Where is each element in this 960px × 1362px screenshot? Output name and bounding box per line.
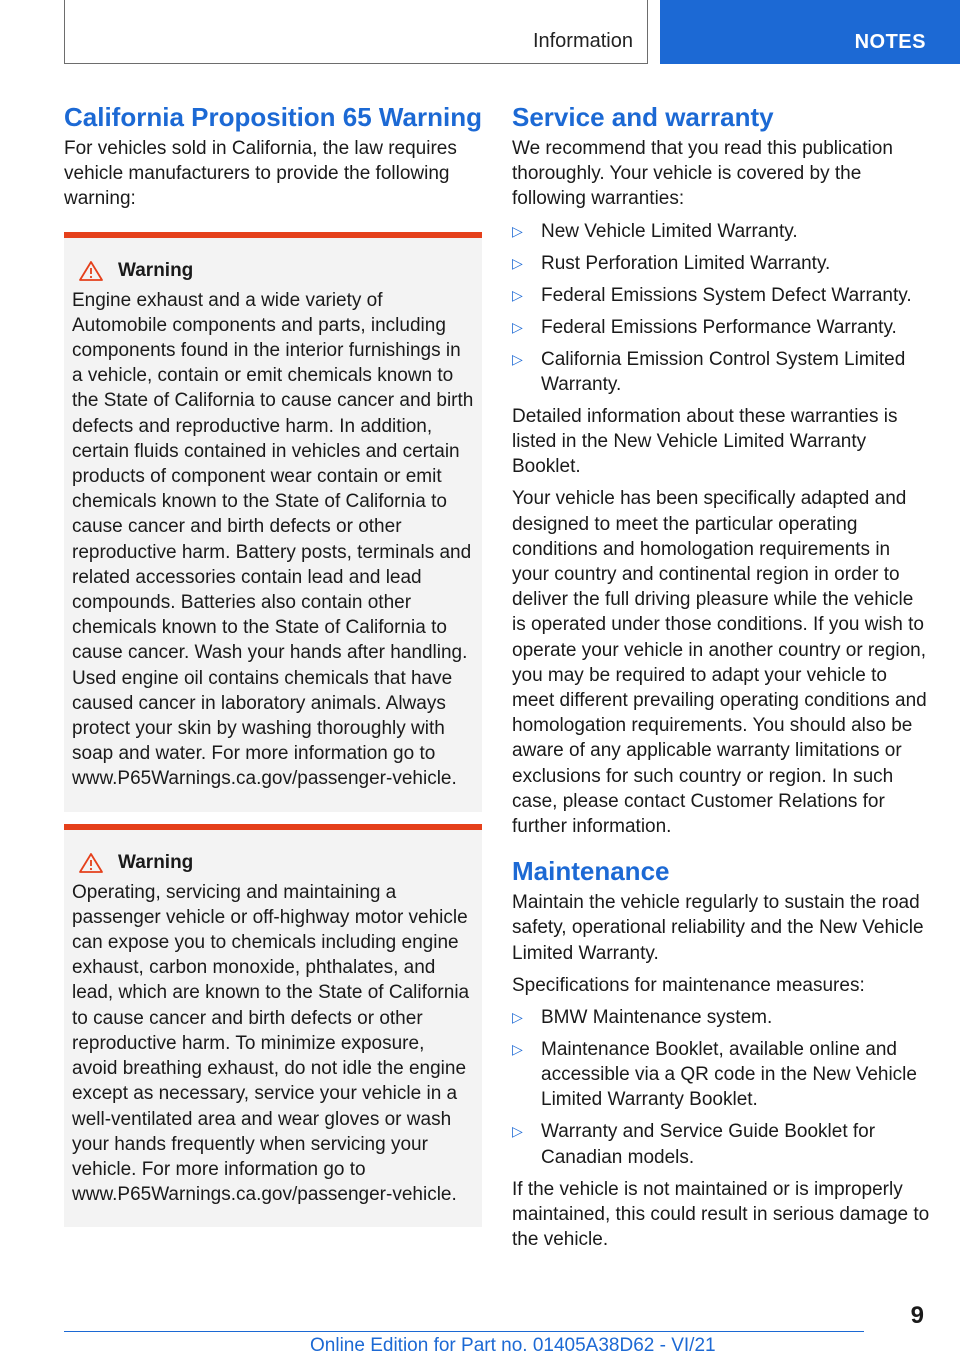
list-item-text: New Vehicle Limited Warranty.	[541, 220, 798, 242]
triangle-right-icon: ▷	[512, 254, 523, 271]
triangle-right-icon: ▷	[512, 1009, 523, 1026]
list-item	[512, 1119, 932, 1169]
maintenance-list	[512, 1005, 932, 1170]
header-section-title: Information	[532, 30, 633, 52]
prop65-intro: For vehicles sold in California, the law requires vehicle manufacturers to provide the following warning:	[64, 138, 457, 210]
service-details-paragraph: Detailed information about these warranties is listed in the New Vehicle Limited Warranty Booklet.	[512, 405, 898, 478]
triangle-right-icon: ▷	[512, 222, 523, 239]
list-item-text: Federal Emissions System Defect Warranty.	[541, 284, 912, 306]
page-number: 9	[910, 1302, 924, 1329]
warning-label: Warning	[118, 259, 194, 281]
left-column	[64, 103, 482, 1227]
triangle-right-icon: ▷	[512, 1041, 523, 1058]
header-section-box	[64, 0, 648, 64]
warning-header	[72, 852, 474, 874]
right-column	[512, 103, 932, 1259]
prop65-title: California Proposition 65 Warning	[64, 102, 482, 132]
service-intro: We recommend that you read this publication thoroughly. Your vehicle is covered by the following warranties:	[512, 138, 893, 210]
footer-divider	[64, 1331, 864, 1332]
triangle-right-icon: ▷	[512, 318, 523, 335]
list-item	[512, 251, 932, 276]
list-item-text: California Emission Control System Limited Warranty.	[541, 348, 906, 395]
warning-triangle-icon	[78, 260, 104, 282]
warning-text: Engine exhaust and a wide variety of Automobile components and parts, including components found in the interior furnishings in a vehicle, contain or emit chemicals known to the State of California to cause cancer and birth defects and reproductive harm. In addition, certain fluids contained in vehicles and certain products of component wear contain or emit chemicals known to the State of California to cause cancer and birth defects or other reproductive harm. Battery posts, terminals and related accessories contain lead and lead compounds. Batteries also contain other chemicals known to the State of California to cause cancer. Wash your hands after handling. Used engine oil contains chemicals that have caused cancer in laboratory animals. Always protect your skin by washing thoroughly with soap and water. For more information go to www.P65Warnings.ca.gov/passenger-vehicle.	[72, 289, 474, 790]
list-item	[512, 283, 932, 308]
service-adaptation-paragraph: Your vehicle has been specifically adapted and designed to meet the particular operating conditions and homologation requirements in your country and continental region in order to deliver the full driving pleasure while the vehicle is operated under those conditions. If you wish to operate your vehicle in another country or region, you may be required to adapt your vehicle to meet different prevailing operating conditions and homologation requirements. You should also be aware of any applicable warranty limitations or exclusions for such country or region. In such case, please contact Customer Relations for further information.	[512, 488, 927, 838]
list-item-text: Warranty and Service Guide Booklet for Canadian models.	[541, 1121, 876, 1168]
triangle-right-icon: ▷	[512, 1123, 523, 1140]
maintenance-intro: Maintain the vehicle regularly to sustain the road safety, operational reliability and the New Vehicle Limited Warranty.	[512, 892, 924, 964]
list-item	[512, 1005, 932, 1030]
list-item-text: BMW Maintenance system.	[541, 1007, 773, 1029]
maintenance-spec: Specifications for maintenance measures:	[512, 974, 865, 996]
warning-triangle-icon	[78, 852, 104, 874]
triangle-right-icon: ▷	[512, 286, 523, 303]
triangle-right-icon: ▷	[512, 350, 523, 367]
footer-edition: Online Edition for Part no. 01405A38D62 - VI/21	[310, 1335, 716, 1356]
service-title: Service and warranty	[512, 102, 774, 132]
maintenance-outro: If the vehicle is not maintained or is improperly maintained, this could result in serious damage to the vehicle.	[512, 1178, 930, 1251]
list-item-text: Maintenance Booklet, available online and accessible via a QR code in the New Vehicle Limited Warranty Booklet.	[541, 1039, 917, 1111]
list-item-text: Rust Perforation Limited Warranty.	[541, 252, 831, 274]
list-item-text: Federal Emissions Performance Warranty.	[541, 316, 897, 338]
warning-text: Operating, servicing and maintaining a passenger vehicle or off-highway motor vehicle can expose you to chemicals including engine exhaust, carbon monoxide, phthalates, and lead, which are known to the State of California to cause cancer and birth defects or other reproductive harm. To minimize exposure, avoid breathing exhaust, do not idle the engine except as necessary, service your vehicle in a well-ventilated area and wear gloves or wash your hands frequently when servicing your vehicle. For more information go to www.P65Warnings.ca.gov/passenger-vehicle.	[72, 881, 470, 1206]
header-chapter-tab	[660, 0, 960, 64]
list-item	[512, 315, 932, 340]
maintenance-title: Maintenance	[512, 856, 670, 887]
list-item	[512, 1037, 932, 1113]
header-chapter-label: NOTES	[854, 31, 926, 53]
list-item	[512, 347, 932, 397]
warning-header	[72, 260, 474, 282]
warning-box-1	[64, 232, 482, 812]
warranty-list	[512, 219, 932, 397]
warning-label: Warning	[118, 851, 194, 873]
warning-box-2	[64, 824, 482, 1228]
list-item	[512, 219, 932, 244]
